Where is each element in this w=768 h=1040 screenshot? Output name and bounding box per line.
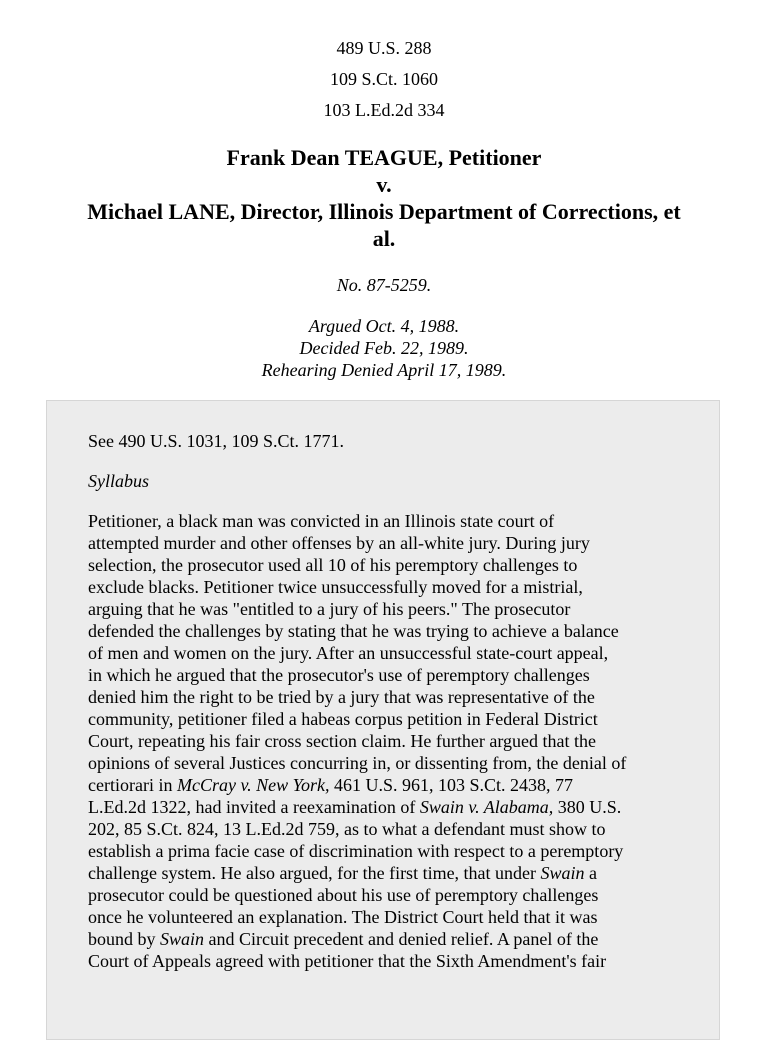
syllabus-heading: Syllabus: [88, 471, 149, 491]
syllabus-line: community, petitioner filed a habeas corpus petition in Federal District: [88, 709, 598, 729]
docket-number: No. 87-5259.: [336, 275, 432, 295]
syllabus-text: challenge system. He also argued, for the first time, that under: [88, 863, 541, 883]
syllabus-text: 461 U.S. 961, 103 S.Ct. 2438, 77: [329, 775, 573, 795]
syllabus-line: exclude blacks. Petitioner twice unsuccessfully moved for a mistrial,: [88, 577, 583, 597]
versus: v.: [376, 172, 392, 197]
case-name-swain: Swain v. Alabama,: [419, 797, 554, 817]
syllabus-text: 380 U.S.: [553, 797, 622, 817]
case-name-mccray: McCray v. New York,: [176, 775, 330, 795]
decided-date: Decided Feb. 22, 1989.: [299, 338, 469, 358]
syllabus-panel: [46, 400, 720, 1040]
syllabus-line: attempted murder and other offenses by an all-white jury. During jury: [88, 533, 590, 553]
syllabus-paragraph: [88, 510, 688, 972]
syllabus-line: [88, 862, 688, 884]
syllabus-line: Court of Appeals agreed with petitioner that the Sixth Amendment's fair: [88, 951, 607, 971]
syllabus-line: [88, 774, 688, 796]
syllabus-line: [88, 796, 688, 818]
syllabus-line: arguing that he was "entitled to a jury of his peers." The prosecutor: [88, 599, 571, 619]
syllabus-line: Petitioner, a black man was convicted in an Illinois state court of: [88, 511, 555, 531]
syllabus-line: prosecutor could be questioned about his use of peremptory challenges: [88, 885, 599, 905]
syllabus-line: establish a prima facie case of discrimination with respect to a peremptory: [88, 841, 624, 861]
argued-date: Argued Oct. 4, 1988.: [308, 316, 460, 336]
syllabus-content: [88, 430, 688, 972]
see-also-citation: See 490 U.S. 1031, 109 S.Ct. 1771.: [88, 431, 345, 451]
syllabus-line: once he volunteered an explanation. The District Court held that it was: [88, 907, 598, 927]
syllabus-line: [88, 928, 688, 950]
respondent-name-line2: al.: [372, 226, 396, 251]
citation-us-reports: 489 U.S. 288: [336, 38, 432, 58]
syllabus-line: of men and women on the jury. After an unsuccessful state-court appeal,: [88, 643, 609, 663]
citation-lawyers-edition: 103 L.Ed.2d 334: [323, 100, 445, 120]
citation-block: [0, 33, 768, 126]
case-caption: [40, 144, 728, 252]
petitioner-name: Frank Dean TEAGUE, Petitioner: [226, 145, 542, 170]
syllabus-text: a: [584, 863, 598, 883]
syllabus-line: denied him the right to be tried by a jury that was representative of the: [88, 687, 595, 707]
syllabus-line: defended the challenges by stating that he was trying to achieve a balance: [88, 621, 619, 641]
syllabus-text: and Circuit precedent and denied relief. A panel of the: [204, 929, 599, 949]
syllabus-line: in which he argued that the prosecutor's use of peremptory challenges: [88, 665, 590, 685]
citation-supreme-court-reporter: 109 S.Ct. 1060: [329, 69, 439, 89]
syllabus-line: opinions of several Justices concurring in, or dissenting from, the denial of: [88, 753, 627, 773]
case-dates: [0, 315, 768, 381]
respondent-name-line1: Michael LANE, Director, Illinois Department of Corrections, et: [87, 199, 681, 224]
case-name-swain: Swain: [160, 929, 205, 949]
syllabus-text: L.Ed.2d 1322, had invited a reexamination of: [88, 797, 420, 817]
syllabus-text: certiorari in: [88, 775, 177, 795]
syllabus-line: Court, repeating his fair cross section claim. He further argued that the: [88, 731, 596, 751]
case-name-swain: Swain: [540, 863, 585, 883]
syllabus-text: bound by: [88, 929, 160, 949]
rehearing-date: Rehearing Denied April 17, 1989.: [261, 360, 507, 380]
syllabus-line: 202, 85 S.Ct. 824, 13 L.Ed.2d 759, as to what a defendant must show to: [88, 819, 606, 839]
syllabus-line: selection, the prosecutor used all 10 of his peremptory challenges to: [88, 555, 578, 575]
